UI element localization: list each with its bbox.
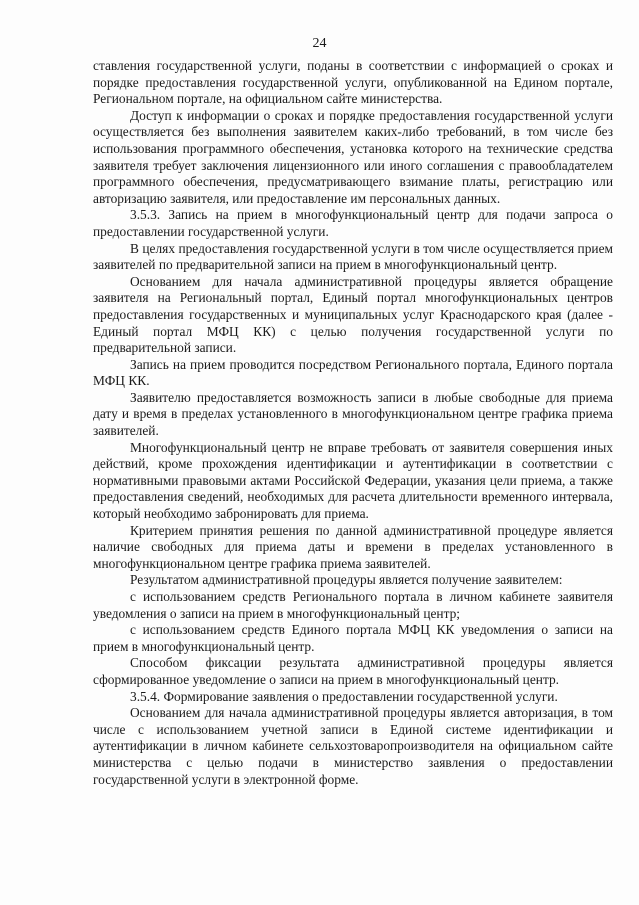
paragraph-4: В целях предоставления государственной услуги в том числе осуществляется прием заявителей по предварительной записи на прием в многофункциональный центр. [93,240,613,273]
paragraph-15: Основанием для начала административной процедуры является авторизация, в том числе с использованием учетной записи в Единой системе идентификации и аутентификации в личном кабинете сельхозтоваропроизводителя на официальном сайте министерства с целью подачи в министерство заявления о предоставлении государственной услуги в электронной форме. [93,705,613,787]
paragraph-13: Способом фиксации результата административной процедуры является сформированное уведомление о записи на прием в многофункциональный центр. [93,655,613,687]
paragraph-2: Доступ к информации о сроках и порядке предоставления государственной услуги осуществляется без выполнения заявителем каких-либо требований, в том числе без использования программного обеспечения, установка которого на технические средства заявителя требует заключения лицензионного или иного соглашения с правообладателем программного обеспечения, предусматривающего взимание платы, регистрацию или авторизацию заявителя, или предоставление им персональных данных. [93,107,613,206]
page-number: 24 [312,36,327,51]
paragraph-9: Критерием принятия решения по данной административной процедуре является наличие свободных для приема даты и времени в пределах установленного в многофункциональном центре графика приема заявителей. [93,522,613,571]
paragraph-11: с использованием средств Регионального портала в личном кабинете заявителя уведомления о записи на прием в многофункциональный центр; [93,589,613,621]
paragraph-5: Основанием для начала административной процедуры является обращение заявителя на Региональный портал, Единый портал многофункциональных центров предоставления государственных и муниципальных услуг Краснодарского края (далее - Единый портал МФЦ КК) с целью получения государственной услуги по предварительной записи. [93,273,613,356]
paragraph-8: Многофункциональный центр не вправе требовать от заявителя совершения иных действий, кроме прохождения идентификации и аутентификации в соответствии с нормативными правовыми актами Российской Федерации, указания цели приема, а также предоставления сведений, необходимых для расчета длительности временного интервала, который необходимо забронировать для приема. [93,439,613,522]
paragraph-12: с использованием средств Единого портала МФЦ КК уведомления о записи на прием в многофункциональный центр. [93,622,613,654]
document-body [93,58,613,788]
paragraph-14: 3.5.4. Формирование заявления о предоставлении государственной услуги. [130,688,558,704]
paragraph-6: Запись на прием проводится посредством Регионального портала, Единого портала МФЦ КК. [93,356,613,389]
paragraph-3: 3.5.3. Запись на прием в многофункциональный центр для подачи запроса о предоставлении государственной услуги. [93,207,613,239]
paragraph-7: Заявителю предоставляется возможность записи в любые свободные для приема дату и время в пределах установленного в многофункциональном центре графика приема заявителей. [93,389,613,439]
paragraph-10: Результатом административной процедуры является получение заявителем: [130,572,563,588]
paragraph-1: ставления государственной услуги, поданы в соответствии с информацией о сроках и порядке предоставления государственной услуги, опубликованной на Едином портале, Региональном портале, на официальном сайте министерства. [93,58,613,107]
